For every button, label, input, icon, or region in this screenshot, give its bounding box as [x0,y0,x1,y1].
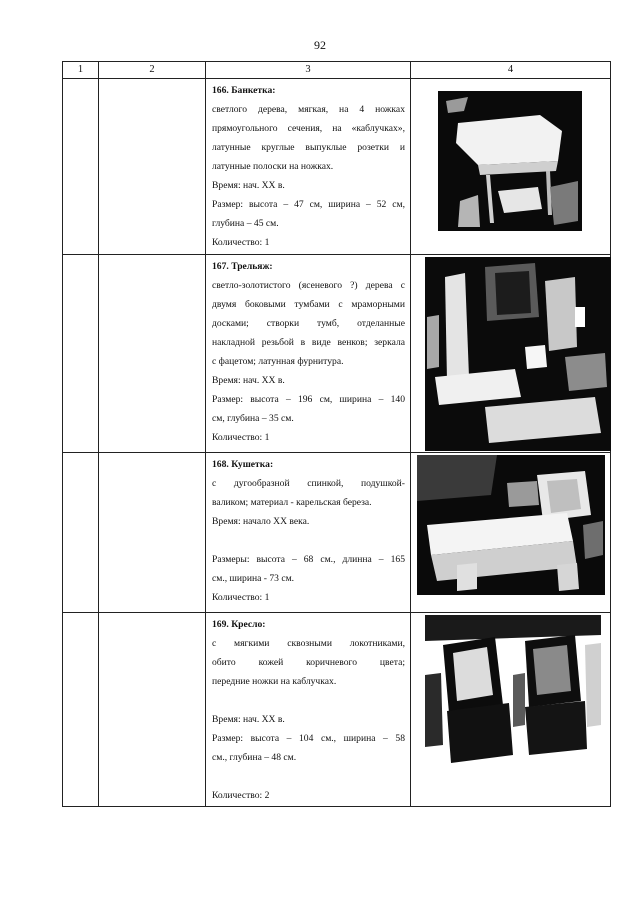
item-desc-line: досками; створки тумб, отделанные [212,318,405,329]
table-row [63,613,611,807]
armchair-photo [425,615,610,765]
cell-number [63,613,99,807]
cell-photo [411,255,611,453]
dressing-table-photo [425,257,610,451]
item-desc-line: латунные круглые выпуклые розетки и [212,142,405,153]
item-desc-line: передние ножки на каблучках. [212,676,337,687]
item-size-line: см., ширина - 73 см. [212,573,295,584]
table-header-row [63,62,611,79]
item-quantity: Количество: 1 [212,432,270,443]
cell-number [63,255,99,453]
cell-description [206,79,411,255]
item-title: 167. Трельяж: [212,261,273,272]
bench-photo [438,91,610,231]
column-header: 3 [206,62,411,79]
item-desc-line: латунные полоски на ножках. [212,161,334,172]
cell-photo [411,453,611,613]
item-desc-line: светлого дерева, мягкая, на 4 ножках [212,104,405,115]
cell-empty [99,613,206,807]
item-time: Время: нач. ХХ в. [212,180,285,191]
item-time: Время: начало ХХ века. [212,516,310,527]
item-desc-line: валиком; материал - карельская береза. [212,497,372,508]
cell-empty [99,453,206,613]
item-size-line: Размеры: высота – 68 см., длинна – 165 [212,554,405,565]
item-size-line: Размер: высота – 196 см, ширина – 140 [212,394,405,405]
table-row [63,79,611,255]
item-quantity: Количество: 2 [212,790,270,801]
cell-number [63,79,99,255]
item-time: Время: нач. ХХ в. [212,714,285,725]
cell-description [206,255,411,453]
cell-description [206,613,411,807]
item-quantity: Количество: 1 [212,592,270,603]
item-size-line: Размер: высота – 104 см., ширина – 58 [212,733,405,744]
item-title: 166. Банкетка: [212,85,276,96]
item-size-line: глубина – 45 см. [212,218,279,229]
item-quantity: Количество: 1 [212,237,270,248]
item-desc-line: двумя боковыми тумбами с мраморными [212,299,405,310]
page-number: 92 [314,38,326,52]
item-size-line: Размер: высота – 47 см, ширина – 52 см, [212,199,405,210]
item-desc-line: обито кожей коричневого цвета; [212,657,405,668]
couch-photo [417,455,610,595]
cell-photo [411,79,611,255]
table-row [63,453,611,613]
inventory-table [62,61,611,807]
cell-description [206,453,411,613]
table-row [63,255,611,453]
item-title: 169. Кресло: [212,619,266,630]
item-desc-line: с мягкими сквозными локотниками, [212,638,405,649]
column-header: 4 [411,62,611,79]
cell-number [63,453,99,613]
item-desc-line: с фацетом; латунная фурнитура. [212,356,344,367]
item-size-line: см., глубина – 48 см. [212,752,297,763]
cell-empty [99,255,206,453]
item-desc-line: прямоугольного сечения, на «каблучках», [212,123,405,134]
column-header: 1 [63,62,99,79]
cell-empty [99,79,206,255]
item-desc-line: светло-золотистого (ясеневого ?) дерева с [212,280,405,291]
item-desc-line: накладной резьбой в виде венков; зеркала [212,337,405,348]
item-desc-line: с дугообразной спинкой, подушкой- [212,478,405,489]
cell-photo [411,613,611,807]
item-title: 168. Кушетка: [212,459,274,470]
item-time: Время: нач. ХХ в. [212,375,285,386]
item-size-line: см, глубина – 35 см. [212,413,294,424]
column-header: 2 [99,62,206,79]
